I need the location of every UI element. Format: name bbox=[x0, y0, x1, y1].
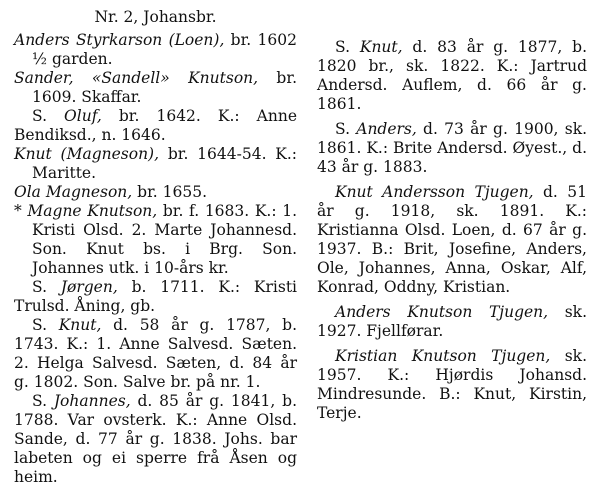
entry-text: d. 83 år g. 1877, b. 1820 br., sk. 1822. K.: Jartrud Andersd. Auflem, d. 66 år g. 1861. bbox=[317, 38, 588, 113]
entry-text: sk. 1927. Fjellførar. bbox=[317, 303, 588, 340]
entry bbox=[317, 120, 587, 177]
entry bbox=[14, 31, 297, 69]
entry-text: d. 58 år g. 1787, b. 1743. K.: 1. Anne Salvesd. Sæten. 2. Helga Salvesd. Sæten, d. 84 år g. 1802. Son. Salve br. på nr. 1. bbox=[14, 316, 298, 391]
entry bbox=[14, 278, 297, 316]
entry-prefix: * bbox=[14, 202, 28, 220]
entry-prefix: S. bbox=[32, 316, 59, 334]
entry bbox=[14, 392, 297, 487]
entry-name: Knut (Magneson), bbox=[14, 145, 160, 163]
entry-name: Sander, «Sandell» Knutson, bbox=[14, 69, 259, 87]
entry-text: br. 1602 ½ garden. bbox=[32, 31, 297, 68]
entry-name: Johannes, bbox=[53, 392, 131, 410]
entry bbox=[317, 347, 587, 423]
entry bbox=[317, 38, 587, 114]
entry-prefix: S. bbox=[32, 107, 65, 125]
entry bbox=[14, 107, 297, 145]
entry-text: br. 1642. K.: Anne Bendiksd., n. 1646. bbox=[14, 107, 297, 144]
entry bbox=[14, 145, 297, 183]
entry-text: br. f. 1683. K.: 1. Kristi Olsd. 2. Marte Johannesd. Son. Knut bs. i Brg. Son. Johannes utk. i 10-års kr. bbox=[32, 202, 297, 277]
entry-name: Magne Knutson, bbox=[27, 202, 158, 220]
entry-name: Knut, bbox=[58, 316, 102, 334]
right-column bbox=[317, 0, 587, 423]
entry-text: br. 1609. Skaffar. bbox=[32, 69, 297, 106]
entry-text: sk. 1957. K.: Hjørdis Johansd. Mindresunde. B.: Knut, Kirstin, Terje. bbox=[317, 347, 587, 422]
entry-name: Knut Andersson Tjugen, bbox=[335, 183, 534, 201]
entry-prefix: S. bbox=[32, 392, 54, 410]
page-heading: Nr. 2, Johansbr. bbox=[94, 8, 217, 26]
entry bbox=[14, 316, 297, 392]
entry-name: Anders Styrkarson (Loen), bbox=[14, 31, 225, 49]
entry-text: d. 85 år g. 1841, b. 1788. Var ovsterk. K.: Anne Olsd. Sande, d. 77 år g. 1838. Johs. bar labeten og ei sperre frå Åsen og heim. bbox=[14, 392, 298, 486]
entry-text: br. 1655. bbox=[132, 183, 208, 201]
entry-prefix: S. bbox=[335, 38, 360, 56]
entry-text: d. 51 år g. 1918, sk. 1891. K.: Kristianna Olsd. Loen, d. 67 år g. 1937. B.: Brit, Josefine, Anders, Ole, Johannes, Anna, Oskar, Alf, Konrad, Oddny, Kristian. bbox=[317, 183, 587, 296]
entry bbox=[317, 303, 587, 341]
entry bbox=[14, 69, 297, 107]
entry-name: Ola Magneson, bbox=[14, 183, 133, 201]
entry-name: Kristian Knutson Tjugen, bbox=[335, 347, 551, 365]
entry-name: Oluf, bbox=[64, 107, 102, 125]
entry-prefix: S. bbox=[335, 120, 357, 138]
entry-name: Jørgen, bbox=[60, 278, 118, 296]
entry-text: br. 1644-54. K.: Maritte. bbox=[32, 145, 298, 182]
entry bbox=[14, 202, 297, 278]
left-column bbox=[14, 0, 297, 487]
column-top-space bbox=[317, 0, 587, 38]
entry-text: b. 1711. K.: Kristi Trulsd. Åning, gb. bbox=[14, 278, 297, 315]
entry bbox=[317, 183, 587, 297]
entry-name: Anders, bbox=[356, 120, 417, 138]
entry-prefix: S. bbox=[32, 278, 61, 296]
entry bbox=[14, 183, 297, 202]
entry-text: d. 73 år g. 1900, sk. 1861. K.: Brite Andersd. Øyest., d. 43 år g. 1883. bbox=[317, 120, 588, 176]
entry-name: Knut, bbox=[359, 38, 403, 56]
entry-name: Anders Knutson Tjugen, bbox=[335, 303, 549, 321]
